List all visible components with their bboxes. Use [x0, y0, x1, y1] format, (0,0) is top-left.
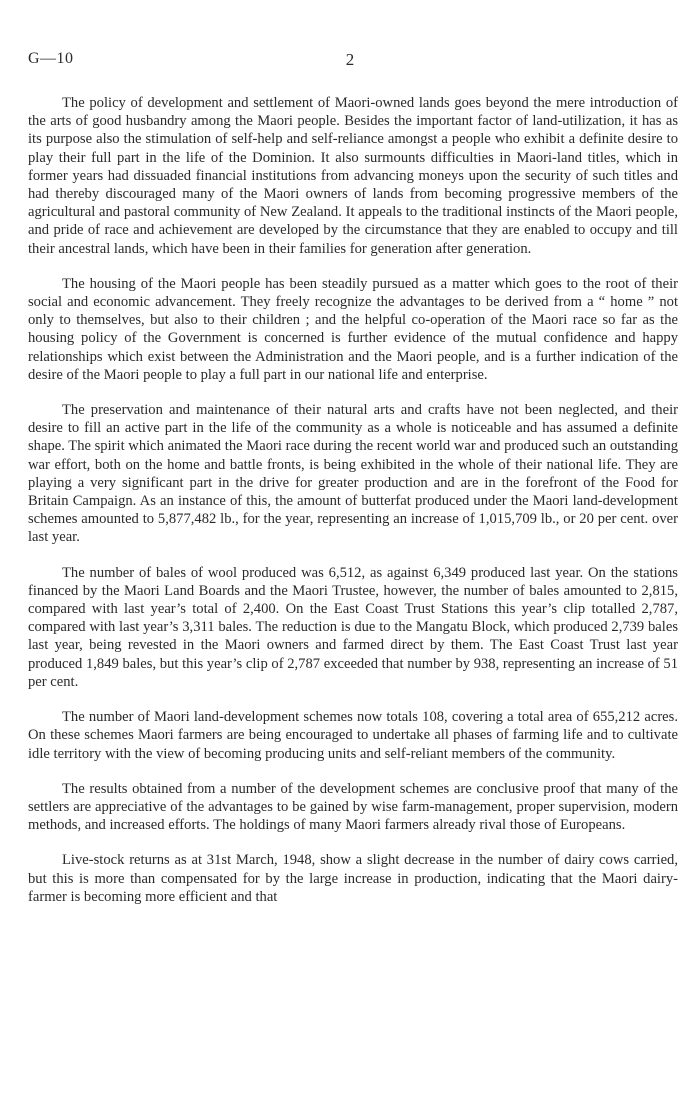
document-reference: G—10 — [28, 50, 74, 67]
page-header — [28, 50, 672, 72]
page-body — [28, 94, 678, 923]
paragraph-development-policy: The policy of development and settlement of Maori-owned lands goes beyond the mere introduction of the arts of good husbandry among the Maori people. Besides the important factor of land-utilization, it has as its purpose also the stimulation of self-help and self-reliance amongst a people who exhibit a definite desire to play their full part in the life of the Dominion. It also surmounts difficulties in Maori-land titles, which in former years had dissuaded financial institutions from advancing moneys upon the security of such titles and had thereby discouraged many of the Maori owners of lands from becoming progressive members of the agricultural and pastoral community of New Zealand. It appeals to the traditional instincts of the Maori people, and pride of race and achievement are developed by the circumstance that they are enabled to occupy and till their ancestral lands, which have been in their families for generation after generation. — [28, 95, 678, 257]
paragraph-arts-and-production: The preservation and maintenance of their natural arts and crafts have not been neglected, and their desire to fill an active part in the life of the community as a whole is noticeable and has assumed a definite shape. The spirit which animated the Maori race during the recent world war and produced such an outstanding war effort, both on the home and battle fronts, is being exhibited in the whole of their national life. They are playing a very significant part in the drive for greater production and are in the forefront of the Food for Britain Campaign. As an instance of this, the amount of butterfat produced under the Maori land-development schemes amounted to 5,877,482 lb., for the year, representing an increase of 1,015,709 lb., or 20 per cent. over last year. — [28, 402, 678, 546]
page-number: 2 — [345, 50, 355, 69]
paragraph-development-schemes: The number of Maori land-development schemes now totals 108, covering a total area of 655,212 acres. On these schemes Maori farmers are being encouraged to undertake all phases of farming life and to cultivate idle territory with the view of becoming producing units and self-reliant members of the community. — [28, 709, 678, 762]
paragraph-live-stock: Live-stock returns as at 31st March, 1948, show a slight decrease in the number of dairy cows carried, but this is more than compensated for by the large increase in production, indicating that the Maori dairy-farmer is becoming more efficient and that — [28, 852, 678, 905]
paragraph-wool-production: The number of bales of wool produced was 6,512, as against 6,349 produced last year. On the stations financed by the Maori Land Boards and the Maori Trustee, however, the number of bales amounted to 2,815, compared with last year’s total of 2,400. On the East Coast Trust Stations this year’s clip totalled 2,787, compared with last year’s 3,311 bales. The reduction is due to the Mangatu Block, which produced 2,739 bales last year, being revested in the Maori owners and farmed direct by them. The East Coast Trust last year produced 1,849 bales, but this year’s clip of 2,787 exceeded that number by 938, representing an increase of 51 per cent. — [28, 564, 678, 690]
paragraph-housing: The housing of the Maori people has been steadily pursued as a matter which goes to the root of their social and economic advancement. They freely recognize the advantages to be derived from a “ home ” not only to themselves, but also to their children ; and the helpful co-operation of the Maori race so far as the housing policy of the Government is concerned is further evidence of the mutual confidence and happy relationships which exist between the Administration and the Maori people, and is a further indication of the desire of the Maori people to play a full part in our national life and enterprise. — [28, 275, 678, 383]
paragraph-results: The results obtained from a number of the development schemes are conclusive proof that many of the settlers are appreciative of the advantages to be gained by wise farm-management, proper supervision, modern methods, and increased efforts. The holdings of many Maori farmers already rival those of Europeans. — [28, 780, 678, 834]
